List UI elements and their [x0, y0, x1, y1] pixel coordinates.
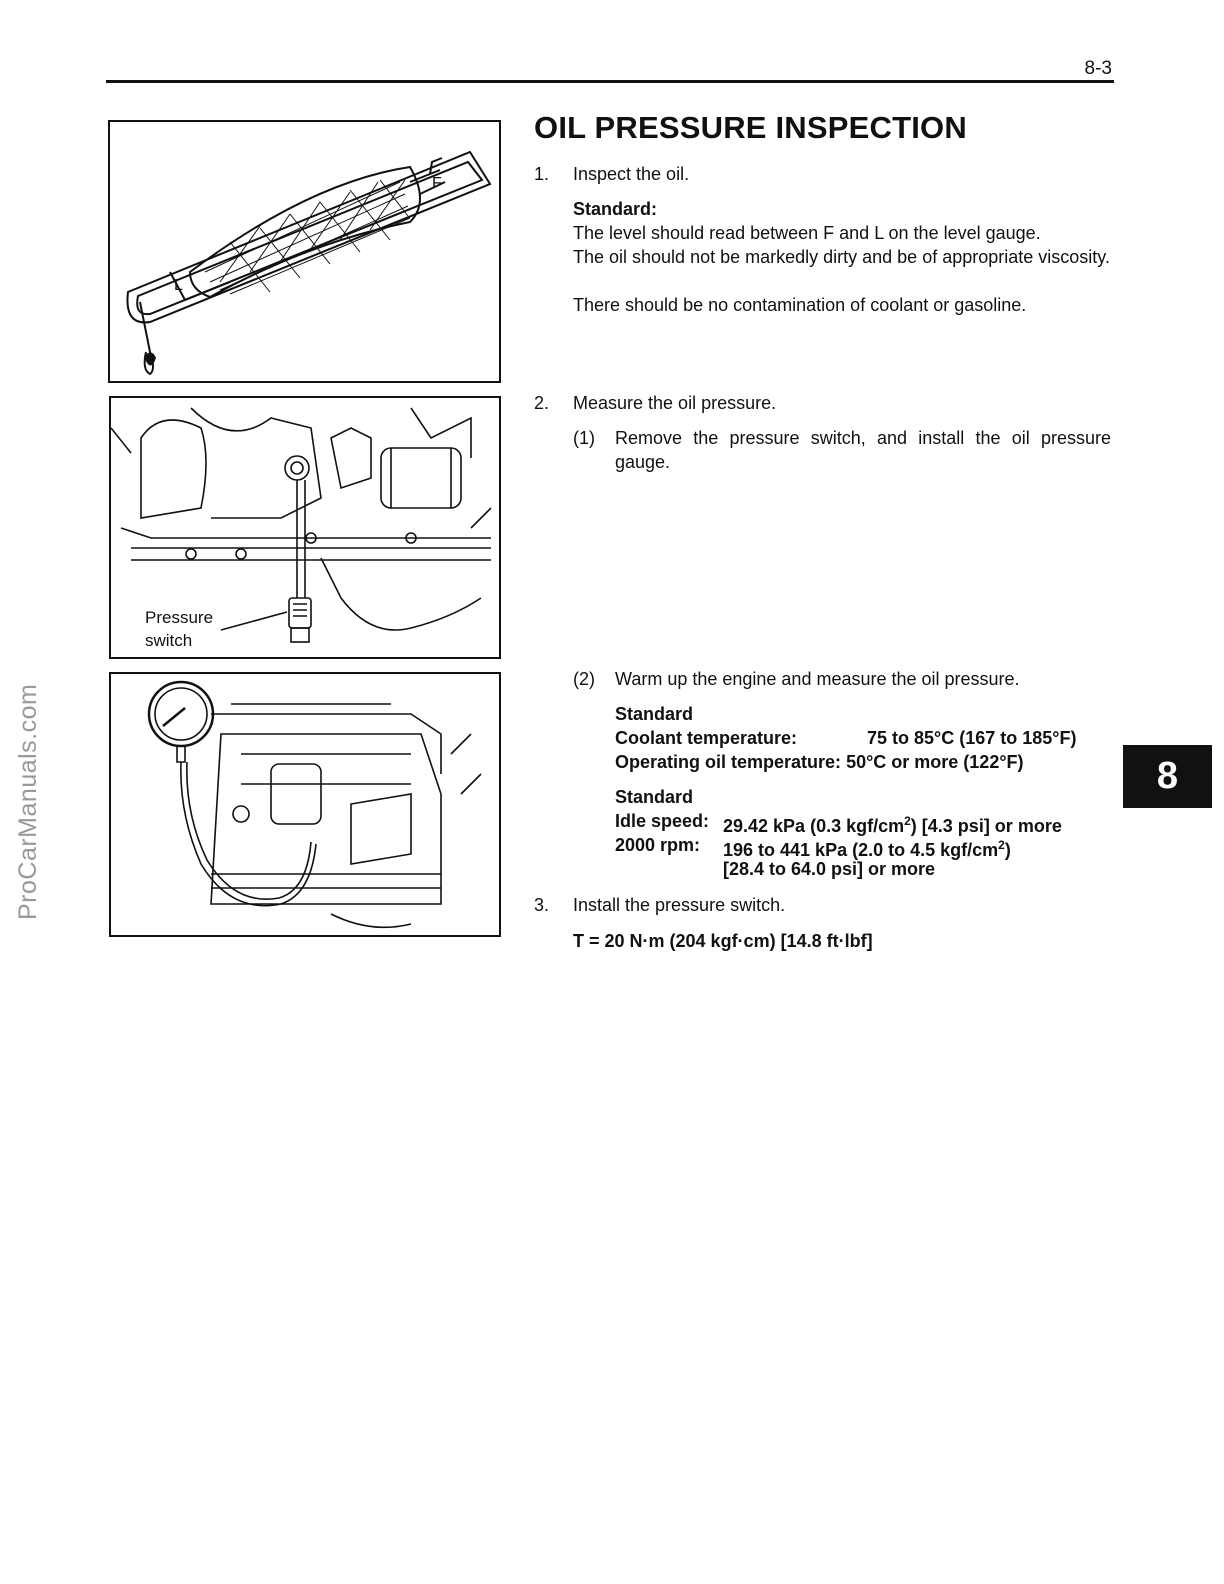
oil-temp-row [615, 750, 1024, 774]
step-2-number: 2. [534, 393, 550, 413]
idle-superscript: 2 [904, 814, 911, 828]
pressure-switch-figure [109, 396, 501, 659]
step-2-sub2-text: Warm up the engine and measure the oil pressure. [615, 669, 1020, 689]
header-rule [106, 80, 1114, 83]
step-1-standard-label: Standard: [573, 199, 658, 219]
oil-temp-value: 50°C or more (122°F) [846, 752, 1024, 772]
step-3-number: 3. [534, 895, 550, 915]
dipstick-f-mark: F [432, 175, 442, 192]
standard-b-label: Standard [615, 787, 694, 807]
step-1-text: Inspect the oil. [573, 164, 690, 184]
rpm-value-part-b: ) [1004, 840, 1011, 860]
pressure-label-line1: Pressure [145, 608, 214, 627]
idle-value-part-b: ) [4.3 psi] or more [910, 816, 1062, 836]
step-2-sub2-number: (2) [573, 669, 595, 689]
step-1-line-3: There should be no contamination of coolant or gasoline. [573, 295, 1027, 315]
dipstick-figure [108, 120, 501, 383]
section-tab: 8 [1123, 745, 1212, 808]
step-2-sub1-text: Remove the pressure switch, and install the oil pressure gauge. [615, 428, 1111, 472]
dipstick-illustration [110, 122, 499, 381]
oil-temp-label: Operating oil temperature: [615, 752, 842, 772]
coolant-temp-value: 75 to 85°C (167 to 185°F) [867, 728, 1077, 748]
coolant-temp-label: Coolant temperature: [615, 728, 798, 748]
step-1-line-1: The level should read between F and L on the level gauge. [573, 223, 1041, 243]
engine-block-illustration [111, 398, 499, 657]
step-1-number: 1. [534, 164, 550, 184]
torque-spec: T = 20 N·m (204 kgf·cm) [14.8 ft·lbf] [573, 931, 873, 951]
watermark: ProCarManuals.com [14, 683, 42, 920]
page-title: OIL PRESSURE INSPECTION [534, 110, 967, 145]
rpm-value-part-a: 196 to 441 kPa (2.0 to 4.5 kgf/cm [723, 840, 999, 860]
dipstick-l-mark: L [174, 277, 183, 294]
step-1-line-2: The oil should not be markedly dirty and be of appropriate viscosity. [573, 247, 1110, 267]
rpm-label: 2000 rpm: [615, 835, 701, 855]
step-3-text: Install the pressure switch. [573, 895, 786, 915]
gauge-installation-illustration [111, 674, 499, 935]
standard-a-label: Standard [615, 704, 694, 724]
oil-pressure-gauge-figure [109, 672, 501, 937]
pressure-label-line2: switch [145, 631, 193, 650]
rpm-superscript: 2 [998, 838, 1005, 852]
page-number: 8-3 [1084, 58, 1112, 79]
step-2-sub1-number: (1) [573, 428, 595, 448]
step-2-text: Measure the oil pressure. [573, 393, 777, 413]
idle-value-part-a: 29.42 kPa (0.3 kgf/cm [723, 816, 905, 836]
idle-speed-label: Idle speed: [615, 811, 710, 831]
rpm-value-psi: [28.4 to 64.0 psi] or more [723, 859, 936, 879]
